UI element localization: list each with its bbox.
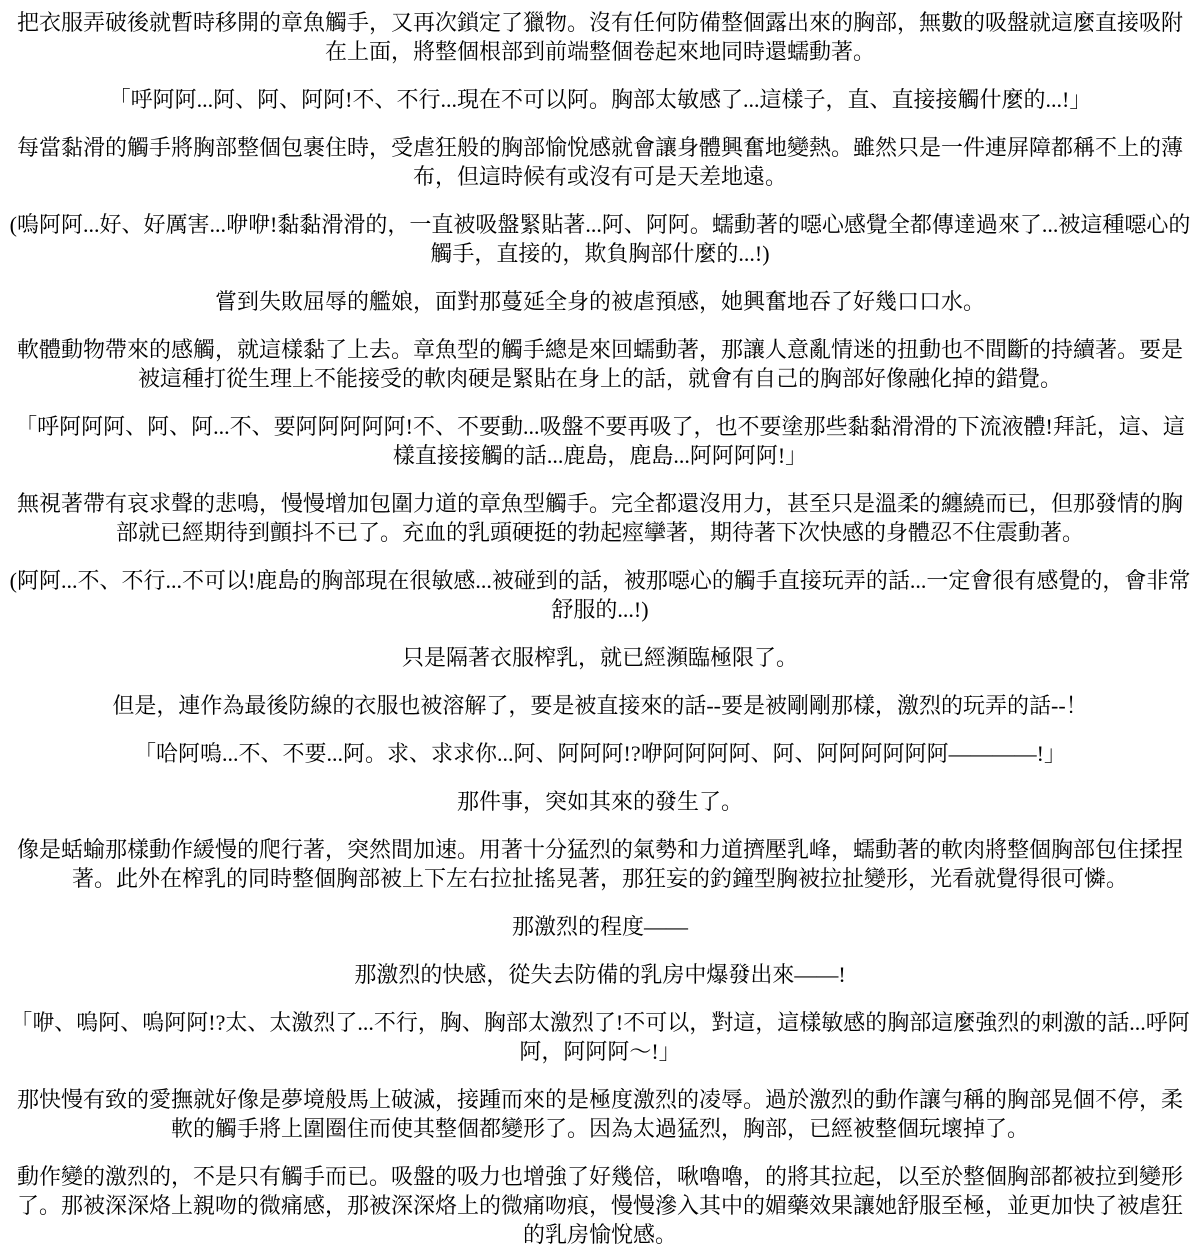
- paragraph: 那快慢有致的愛撫就好像是夢境般馬上破滅，接踵而來的是極度激烈的凌辱。過於激烈的動作讓勻稱的胸部晃個不停，柔軟的觸手將上圍圈住而使其整個都變形了。因為太過猛烈，胸部，已經被整個玩壞掉了。: [16, 1087, 1183, 1141]
- paragraph: 「咿、嗚阿、嗚阿阿!?太、太激烈了...不行，胸、胸部太激烈了!不可以，對這，這樣敏感的胸部這麼強烈的刺激的話...呼阿阿，阿阿阿～!」: [10, 1010, 1190, 1064]
- paragraph: 像是蛞蝓那樣動作緩慢的爬行著，突然間加速。用著十分猛烈的氣勢和力道擠壓乳峰，蠕動著的軟肉將整個胸部包住揉捏著。此外在榨乳的同時整個胸部被上下左右拉扯搖晃著，那狂妄的釣鐘型胸被拉扯變形，光看就覺得很可憐。: [16, 837, 1183, 891]
- paragraph: 只是隔著衣服榨乳，就已經瀕臨極限了。: [401, 645, 798, 670]
- paragraph: 每當黏滑的觸手將胸部整個包裹住時，受虐狂般的胸部愉悅感就會讓身體興奮地變熱。雖然只是一件連屏障都稱不上的薄布，但這時候有或沒有可是天差地遠。: [16, 135, 1183, 189]
- paragraph: 軟體動物帶來的感觸，就這樣黏了上去。章魚型的觸手總是來回蠕動著，那讓人意亂情迷的扭動也不間斷的持續著。要是被這種打從生理上不能接受的軟肉硬是緊貼在身上的話，就會有自己的胸部好像融化掉的錯覺。: [16, 337, 1183, 391]
- paragraph: 嘗到失敗屈辱的艦娘，面對那蔓延全身的被虐預感，她興奮地吞了好幾口口水。: [214, 289, 985, 314]
- paragraph: (嗚阿阿...好、好厲害...咿咿!黏黏滑滑的，一直被吸盤緊貼著...阿、阿阿。蠕動著的噁心感覺全都傳達過來了...被這種噁心的觸手，直接的，欺負胸部什麼的...!): [9, 212, 1191, 266]
- paragraph: 那件事，突如其來的發生了。: [456, 789, 743, 814]
- paragraph: 「呼阿阿...阿、阿、阿阿!不、不行...現在不可以阿。胸部太敏感了...這樣子，直、直接接觸什麼的...!」: [108, 87, 1092, 112]
- paragraph: 「哈阿嗚...不、不要...阿。求、求求你...阿、阿阿阿!?咿阿阿阿阿、阿、阿阿阿阿阿阿————!」: [134, 741, 1066, 766]
- paragraph: (阿阿...不、不行...不可以!鹿島的胸部現在很敏感...被碰到的話，被那噁心的觸手直接玩弄的話...一定會很有感覺的，會非常舒服的...!): [9, 568, 1191, 622]
- paragraph: 那激烈的快感，從失去防備的乳房中爆發出來——!: [354, 962, 846, 987]
- paragraph: 但是，連作為最後防線的衣服也被溶解了，要是被直接來的話--要是被剛剛那樣，激烈的玩弄的話--！: [112, 693, 1088, 718]
- paragraph: 無視著帶有哀求聲的悲鳴，慢慢增加包圍力道的章魚型觸手。完全都還沒用力，甚至只是溫柔的纏繞而已，但那發情的胸部就已經期待到顫抖不已了。充血的乳頭硬挺的勃起痙攣著，期待著下次快感的身體忍不住震動著。: [16, 491, 1183, 545]
- paragraph: 把衣服弄破後就暫時移開的章魚觸手，又再次鎖定了獵物。沒有任何防備整個露出來的胸部，無數的吸盤就這麼直接吸附在上面，將整個根部到前端整個卷起來地同時還蠕動著。: [16, 10, 1183, 64]
- paragraph: 「呼阿阿阿、阿、阿...不、要阿阿阿阿阿!不、不要動...吸盤不要再吸了，也不要塗那些黏黏滑滑的下流液體!拜託，這、這樣直接接觸的話...鹿島，鹿島...阿阿阿阿!」: [15, 414, 1185, 468]
- paragraph: 動作變的激烈的，不是只有觸手而已。吸盤的吸力也增強了好幾倍，啾嚕嚕，的將其拉起，以至於整個胸部都被拉到變形了。那被深深烙上親吻的微痛感，那被深深烙上的微痛吻痕，慢慢滲入其中的媚藥效果讓她舒服至極，並更加快了被虐狂的乳房愉悅感。: [16, 1164, 1183, 1247]
- paragraph: 那激烈的程度——: [511, 914, 688, 939]
